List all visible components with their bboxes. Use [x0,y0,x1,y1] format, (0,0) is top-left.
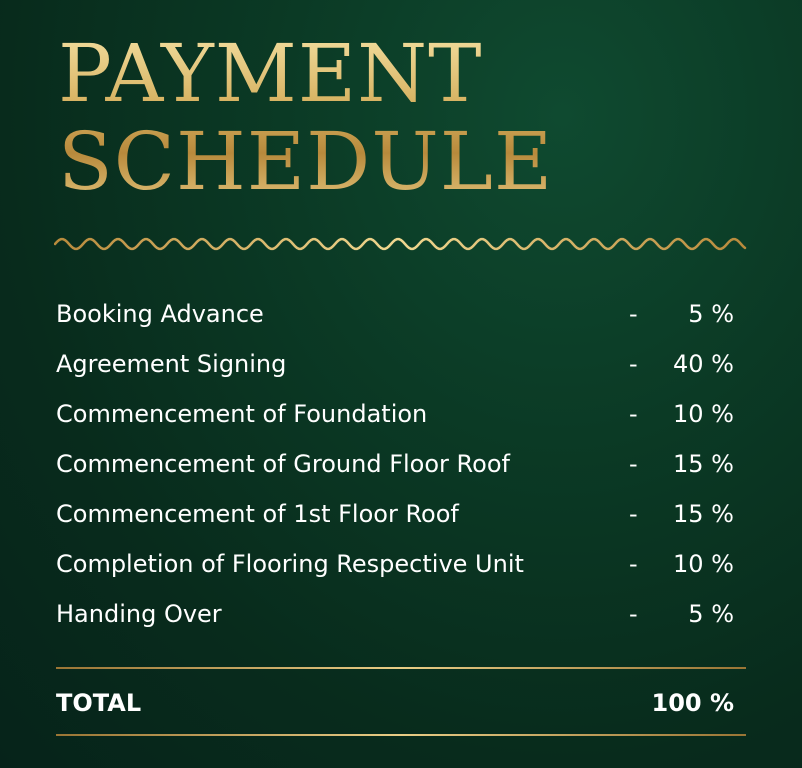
row-label: Handing Over [56,600,222,628]
row-percent: 10 % [673,550,734,578]
schedule-row [56,294,746,344]
row-dash: - [629,550,638,578]
page-title [58,27,554,208]
total-rule-bottom [56,734,746,736]
row-label: Commencement of Ground Floor Roof [56,450,510,478]
schedule-row [56,494,746,544]
row-dash: - [629,500,638,528]
row-label: Booking Advance [56,300,264,328]
wave-divider [54,234,748,254]
schedule-row [56,444,746,494]
row-percent: 5 % [688,300,734,328]
row-percent: 15 % [673,500,734,528]
row-percent: 5 % [688,600,734,628]
row-dash: - [629,350,638,378]
title-line-2: SCHEDULE [58,115,554,208]
title-line-1: PAYMENT [58,27,483,120]
schedule-row [56,344,746,394]
row-label: Completion of Flooring Respective Unit [56,550,524,578]
row-dash: - [629,300,638,328]
row-dash: - [629,600,638,628]
total-percent: 100 % [651,689,734,717]
total-row [56,683,746,723]
schedule-row [56,594,746,644]
row-percent: 10 % [673,400,734,428]
row-percent: 15 % [673,450,734,478]
total-label: TOTAL [56,689,142,717]
schedule-row [56,394,746,444]
schedule-row [56,544,746,594]
row-percent: 40 % [673,350,734,378]
schedule-table [56,294,746,644]
total-rule-top [56,667,746,669]
row-label: Commencement of Foundation [56,400,428,428]
row-label: Agreement Signing [56,350,287,378]
row-dash: - [629,400,638,428]
row-dash: - [629,450,638,478]
row-label: Commencement of 1st Floor Roof [56,500,459,528]
